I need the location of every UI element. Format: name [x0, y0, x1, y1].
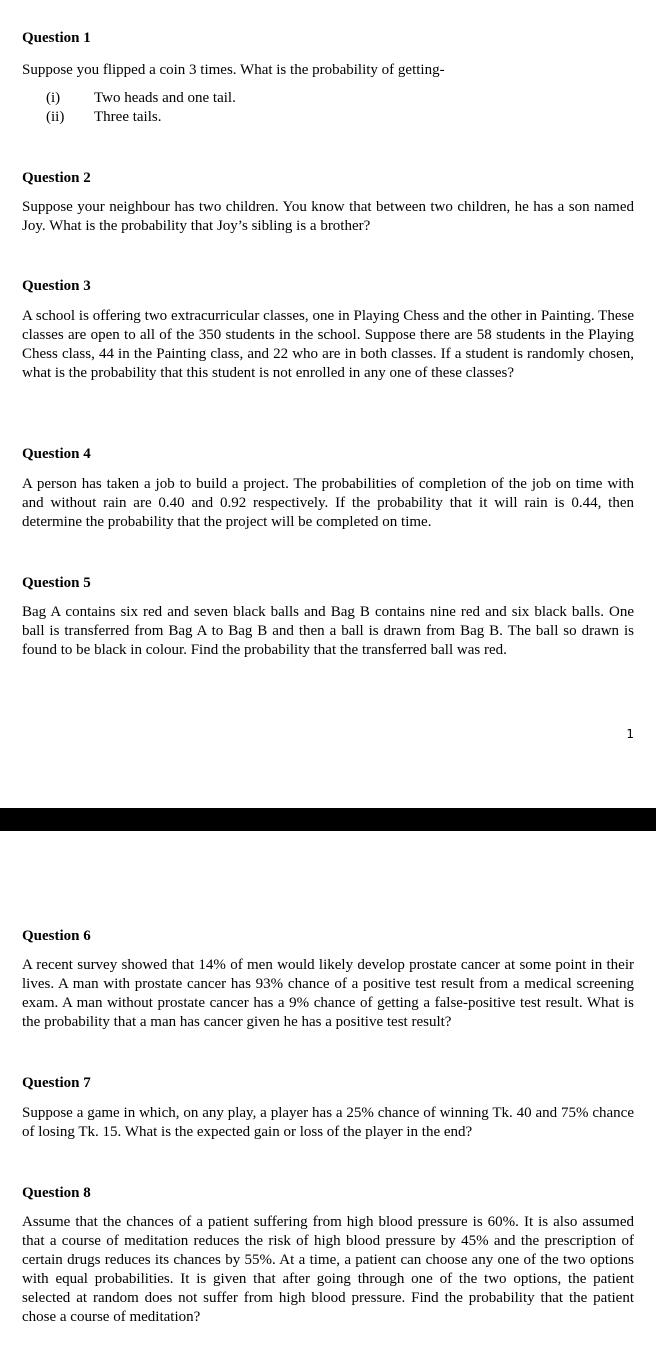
question-title: Question 3 — [22, 278, 91, 294]
question-2 — [22, 169, 634, 236]
item-number: (i) — [46, 90, 61, 106]
question-title: Question 5 — [22, 575, 91, 591]
page-divider — [0, 808, 656, 831]
question-text: Suppose you flipped a coin 3 times. What is the probability of getting- — [22, 62, 445, 78]
question-title: Question 6 — [22, 928, 91, 944]
question-6 — [22, 927, 634, 1032]
question-8 — [22, 1184, 634, 1327]
question-text: A school is offering two extracurricular classes, one in Playing Chess and the other in Painting. These classes are open to all of the 350 students in the school. Suppose there are 58 students in the Playing Chess class, 44 in the Painting class, and 22 who are in both classes. If a student is randomly chosen, what is the probability that this student is not enrolled in any one of these classes? — [22, 308, 634, 381]
question-text: Suppose a game in which, on any play, a player has a 25% chance of winning Tk. 40 and 75% chance of losing Tk. 15. What is the expected gain or loss of the player in the end? — [22, 1105, 634, 1140]
page-number: 1 — [626, 727, 634, 741]
question-1-item-i — [46, 89, 236, 108]
question-7 — [22, 1074, 634, 1142]
question-4 — [22, 445, 634, 532]
question-text: Assume that the chances of a patient suffering from high blood pressure is 60%. It is also assumed that a course of meditation reduces the risk of high blood pressure by 45% and the prescription of certain drugs reduces its chances by 55%. At a time, a patient can choose any one of the two options with equal probabilities. It is given that after going through one of the two options, the patient selected at random does not suffer from high blood pressure. Find the probability that the patient chose a course of meditation? — [22, 1214, 634, 1325]
question-text: Bag A contains six red and seven black balls and Bag B contains nine red and six black balls. One ball is transferred from Bag A to Bag B and then a ball is drawn from Bag B. The ball so drawn is found to be black in colour. Find the probability that the transferred ball was red. — [22, 604, 634, 658]
question-text: Suppose your neighbour has two children. You know that between two children, he has a son named Joy. What is the probability that Joy’s sibling is a brother? — [22, 199, 634, 234]
question-1-item-ii — [46, 108, 161, 127]
question-text: A person has taken a job to build a project. The probabilities of completion of the job on time with and without rain are 0.40 and 0.92 respectively. If the probability that it will rain is 0.44, then determine the probability that the project will be completed on time. — [22, 476, 634, 530]
item-text: Two heads and one tail. — [94, 90, 236, 106]
question-title: Question 1 — [22, 30, 91, 46]
question-3 — [22, 277, 634, 383]
question-text: A recent survey showed that 14% of men would likely develop prostate cancer at some point in their lives. A man with prostate cancer has 93% chance of a positive test result from a medical screening exam. A man without prostate cancer has a 9% chance of getting a false-positive test result. What is the probability that a man has cancer given he has a positive test result? — [22, 957, 634, 1030]
question-title: Question 4 — [22, 446, 91, 462]
item-number: (ii) — [46, 109, 65, 125]
question-title: Question 8 — [22, 1185, 91, 1201]
item-text: Three tails. — [94, 109, 162, 125]
document-page-2 — [0, 831, 656, 1345]
question-title: Question 2 — [22, 170, 91, 186]
question-5 — [22, 574, 634, 660]
question-title: Question 7 — [22, 1075, 91, 1091]
question-1 — [22, 29, 634, 80]
